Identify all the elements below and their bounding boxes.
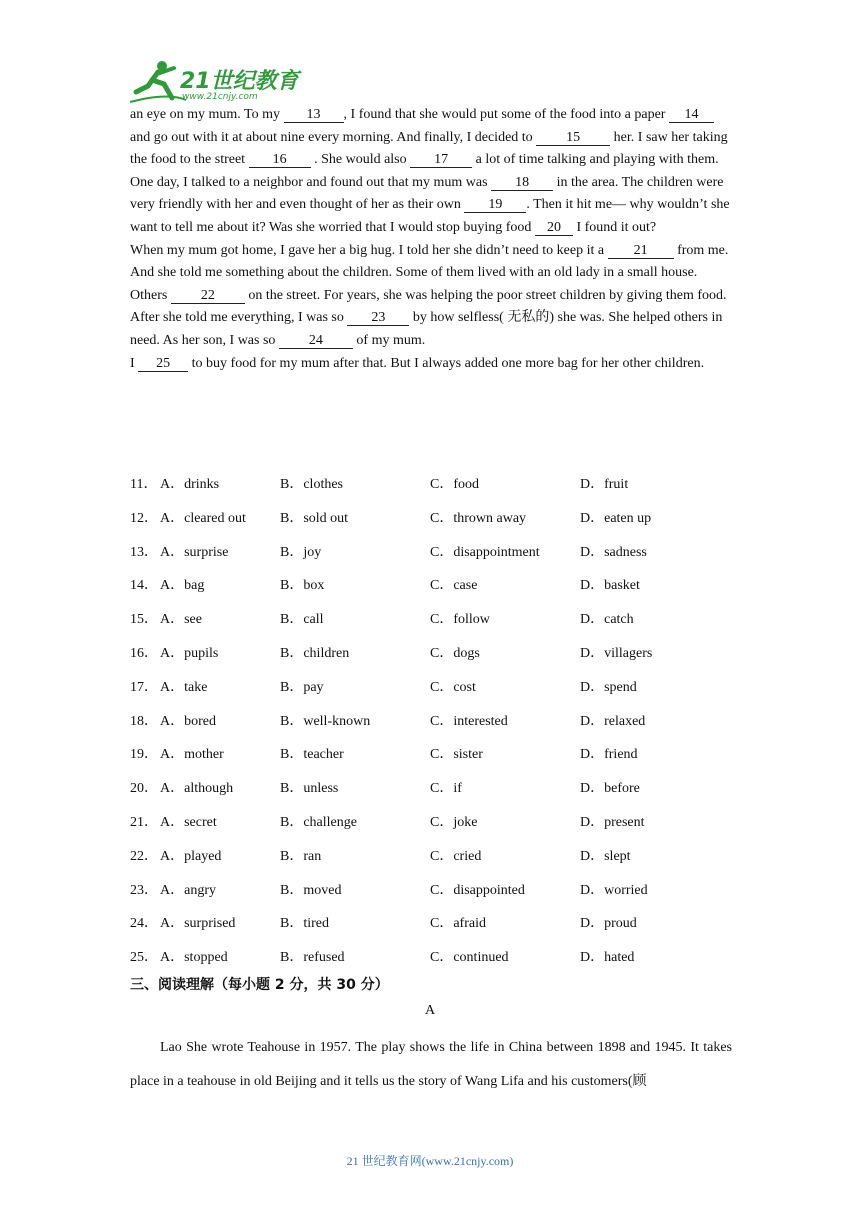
question-row — [130, 808, 740, 842]
question-number: 16． — [130, 645, 158, 661]
blank-24: 24 — [279, 333, 353, 349]
option-c: C．follow — [430, 612, 490, 628]
question-number: 13． — [130, 544, 158, 560]
option-a: A．although — [160, 781, 234, 797]
option-b: B．joy — [280, 544, 322, 560]
question-row — [130, 571, 740, 605]
question-row — [130, 774, 740, 808]
section-heading: 三、阅读理解（每小题 2 分，共 30 分） — [130, 977, 389, 993]
option-c: C．sister — [430, 747, 483, 763]
passage-paragraph: When my mum got home, I gave her a big hug. I told her she didn’t need to keep it a 21 from me. And she told me something about the children. Some of them lived with an old lady in a small house. Others 22 on the street. For years, she was helping the poor street children by giving them food. After she told me everything, I was so 23 by how selfless( 无私的) she was. She helped others in need. As her son, I was so 24 of my mum. — [130, 242, 729, 348]
question-row — [130, 673, 740, 707]
passage-paragraph: One day, I talked to a neighbor and found out that my mum was 18 in the area. The children were very friendly with her and even thought of her as their own 19 . Then it hit me— why wouldn’t she want to tell me about it? Was she worried that I would stop buying food 20 I found it out? — [130, 174, 730, 235]
question-row — [130, 943, 740, 977]
question-row — [130, 876, 740, 910]
blank-15: 15 — [536, 130, 610, 146]
option-c: C．disappointed — [430, 882, 525, 898]
option-a: A．stopped — [160, 950, 228, 966]
option-c: C．dogs — [430, 645, 480, 661]
option-b: B．moved — [280, 882, 342, 898]
option-c: C．if — [430, 781, 462, 797]
question-number: 11． — [130, 477, 158, 492]
blank-17: 17 — [410, 152, 472, 168]
blank-19: 19 — [464, 197, 526, 213]
cloze-passage — [130, 104, 730, 375]
question-number: 18． — [130, 713, 158, 729]
option-a: A．see — [160, 612, 202, 628]
option-b: B．sold out — [280, 510, 349, 526]
logo-url: www.21cnjy.com — [182, 92, 258, 102]
option-b: B．teacher — [280, 747, 344, 763]
option-b: B．box — [280, 578, 325, 594]
blank-23: 23 — [347, 310, 409, 326]
blank-13: 13 — [284, 107, 344, 123]
option-c: C．joke — [430, 814, 478, 830]
question-row — [130, 909, 740, 943]
page-footer: 21 世纪教育网(www.21cnjy.com) — [346, 1154, 514, 1168]
option-a: A．bored — [160, 713, 216, 729]
question-row — [130, 538, 740, 572]
question-row — [130, 740, 740, 774]
question-row — [130, 707, 740, 741]
question-row — [130, 504, 740, 538]
option-a: A．pupils — [160, 645, 219, 661]
option-b: B．well-known — [280, 713, 371, 729]
option-b: B．unless — [280, 781, 339, 797]
option-a: A．surprised — [160, 916, 236, 932]
option-a: A．secret — [160, 814, 217, 830]
option-a: A．angry — [160, 882, 216, 898]
question-number: 22． — [130, 848, 158, 864]
option-d: D．spend — [580, 679, 637, 695]
option-b: B．challenge — [280, 814, 357, 830]
question-row — [130, 842, 740, 876]
passage-paragraph: an eye on my mum. To my 13 , I found that she would put some of the food into a paper 14 and go out with it at about nine every morning. And finally, I decided to 15 her. I saw her taking the food to the street 16 . She would also 17 a lot of time talking and playing with them. — [130, 107, 728, 168]
question-number: 14． — [130, 578, 158, 594]
option-b: B．clothes — [280, 477, 343, 492]
question-number: 21． — [130, 814, 158, 830]
blank-18: 18 — [491, 175, 553, 191]
option-c: C．cried — [430, 848, 482, 864]
option-d: D．catch — [580, 612, 634, 628]
question-number: 20． — [130, 781, 158, 797]
option-a: A．drinks — [160, 477, 220, 492]
question-row — [130, 470, 740, 504]
question-number: 17． — [130, 679, 158, 695]
passage-label: A — [424, 1003, 436, 1018]
option-d: D．basket — [580, 578, 640, 594]
option-a: A．played — [160, 848, 222, 864]
option-b: B．tired — [280, 916, 329, 932]
option-a: A．surprise — [160, 544, 229, 560]
blank-22: 22 — [171, 288, 245, 304]
blank-21: 21 — [608, 243, 674, 259]
option-b: B．refused — [280, 950, 345, 966]
reading-paragraph: Lao She wrote Teahouse in 1957. The play shows the life in China between 1898 and 1945. It takes place in a teahouse in old Beijing and it tells us the story of Wang Lifa and his customers(顾 — [130, 1040, 732, 1089]
question-number: 25． — [130, 950, 158, 966]
logo-title: 21世纪教育 — [180, 69, 299, 94]
option-c: C．thrown away — [430, 510, 527, 526]
option-d: D．before — [580, 781, 640, 797]
question-number: 19． — [130, 747, 158, 763]
option-a: A．bag — [160, 578, 205, 594]
option-d: D．eaten up — [580, 510, 652, 526]
blank-20: 20 — [535, 220, 573, 236]
option-a: A．cleared out — [160, 510, 246, 526]
passage-paragraph: I 25 to buy food for my mum after that. But I always added one more bag for her other children. — [130, 355, 705, 371]
question-number: 24． — [130, 916, 158, 932]
option-d: D．friend — [580, 747, 638, 763]
option-d: D．fruit — [580, 477, 629, 492]
answer-options — [130, 470, 740, 977]
option-c: C．food — [430, 477, 479, 492]
option-c: C．disappointment — [430, 544, 540, 560]
option-a: A．take — [160, 679, 208, 695]
option-d: D．proud — [580, 916, 637, 932]
option-d: D．worried — [580, 882, 648, 898]
option-c: C．interested — [430, 713, 508, 729]
blank-14: 14 — [669, 107, 714, 123]
blank-16: 16 — [249, 152, 311, 168]
question-number: 12． — [130, 510, 158, 526]
option-d: D．sadness — [580, 544, 647, 560]
question-row — [130, 639, 740, 673]
option-c: C．afraid — [430, 916, 486, 932]
question-number: 15． — [130, 612, 158, 628]
blank-25: 25 — [138, 356, 188, 372]
option-d: D．hated — [580, 950, 635, 966]
option-b: B．call — [280, 612, 324, 628]
option-a: A．mother — [160, 747, 224, 763]
option-c: C．case — [430, 578, 478, 594]
option-c: C．cost — [430, 679, 476, 695]
option-b: B．ran — [280, 848, 322, 864]
option-d: D．slept — [580, 848, 631, 864]
site-logo — [128, 58, 303, 106]
option-d: D．relaxed — [580, 713, 646, 729]
option-d: D．villagers — [580, 645, 653, 661]
question-number: 23． — [130, 882, 158, 898]
option-c: C．continued — [430, 950, 509, 966]
option-b: B．pay — [280, 679, 324, 695]
option-b: B．children — [280, 645, 350, 661]
question-row — [130, 605, 740, 639]
option-d: D．present — [580, 814, 645, 830]
